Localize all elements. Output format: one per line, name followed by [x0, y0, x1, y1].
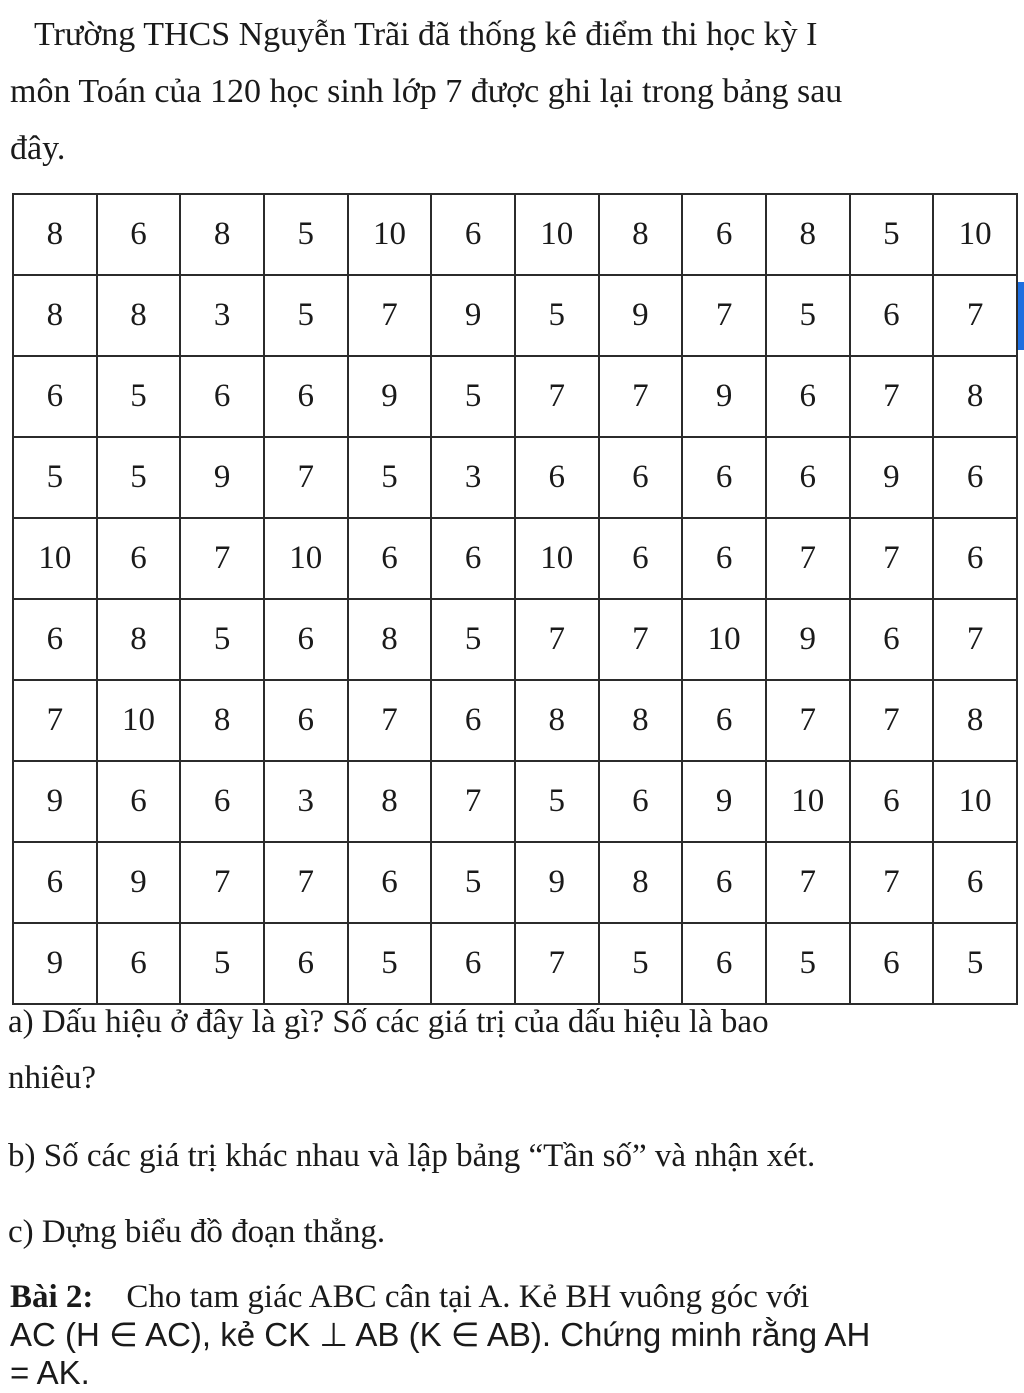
table-cell: 6 — [682, 194, 766, 275]
question-a-line-1: a) Dấu hiệu ở đây là gì? Số các giá trị của dấu hiệu là bao — [8, 1004, 769, 1040]
table-cell: 6 — [13, 842, 97, 923]
table-cell: 7 — [933, 599, 1017, 680]
table-cell: 7 — [766, 680, 850, 761]
table-cell: 6 — [97, 923, 181, 1004]
table-cell: 7 — [348, 275, 432, 356]
table-cell: 6 — [682, 842, 766, 923]
table-cell: 5 — [599, 923, 683, 1004]
table-cell: 5 — [97, 437, 181, 518]
table-cell: 6 — [431, 923, 515, 1004]
table-cell: 9 — [515, 842, 599, 923]
table-cell: 7 — [850, 680, 934, 761]
table-cell: 9 — [766, 599, 850, 680]
table-cell: 7 — [264, 842, 348, 923]
table-cell: 8 — [97, 275, 181, 356]
table-cell: 7 — [348, 680, 432, 761]
table-cell: 6 — [264, 599, 348, 680]
table-cell: 6 — [13, 599, 97, 680]
table-cell: 10 — [348, 194, 432, 275]
table-cell: 6 — [599, 518, 683, 599]
table-row — [13, 599, 1017, 680]
intro-line-1: Trường THCS Nguyễn Trãi đã thống kê điểm thi học kỳ I — [34, 16, 818, 53]
table-cell: 6 — [682, 680, 766, 761]
table-cell: 6 — [431, 194, 515, 275]
table-cell: 9 — [13, 923, 97, 1004]
table-cell: 6 — [766, 356, 850, 437]
table-cell: 5 — [766, 275, 850, 356]
table-cell: 6 — [431, 680, 515, 761]
table-cell: 8 — [180, 680, 264, 761]
intro-line-3: đây. — [10, 130, 66, 167]
table-cell: 5 — [264, 194, 348, 275]
table-row — [13, 437, 1017, 518]
table-cell: 10 — [933, 194, 1017, 275]
table-cell: 8 — [933, 356, 1017, 437]
table-cell: 10 — [766, 761, 850, 842]
table-cell: 6 — [97, 761, 181, 842]
table-cell: 7 — [180, 518, 264, 599]
table-cell: 5 — [264, 275, 348, 356]
table-cell: 6 — [682, 923, 766, 1004]
question-b: b) Số các giá trị khác nhau và lập bảng “Tần số” và nhận xét. — [8, 1138, 816, 1174]
scroll-indicator — [1018, 282, 1024, 350]
table-cell: 5 — [348, 923, 432, 1004]
table-cell: 6 — [180, 761, 264, 842]
table-cell: 6 — [264, 680, 348, 761]
exercise-2-line-3: = AK. — [10, 1354, 90, 1391]
table-cell: 6 — [599, 437, 683, 518]
table-cell: 3 — [264, 761, 348, 842]
table-cell: 9 — [348, 356, 432, 437]
table-cell: 9 — [599, 275, 683, 356]
table-cell: 6 — [97, 194, 181, 275]
table-cell: 6 — [850, 761, 934, 842]
table-row — [13, 356, 1017, 437]
table-cell: 10 — [933, 761, 1017, 842]
table-cell: 5 — [431, 842, 515, 923]
table-cell: 8 — [599, 842, 683, 923]
table-cell: 6 — [766, 437, 850, 518]
table-cell: 8 — [515, 680, 599, 761]
table-row — [13, 761, 1017, 842]
table-cell: 6 — [13, 356, 97, 437]
table-cell: 8 — [180, 194, 264, 275]
table-cell: 9 — [180, 437, 264, 518]
table-row — [13, 923, 1017, 1004]
table-cell: 5 — [431, 356, 515, 437]
exercise-2-line-1 — [10, 1278, 1010, 1316]
table-cell: 7 — [515, 356, 599, 437]
table-cell: 5 — [933, 923, 1017, 1004]
table-cell: 7 — [850, 518, 934, 599]
table-cell: 5 — [97, 356, 181, 437]
table-cell: 6 — [348, 842, 432, 923]
table-cell: 5 — [348, 437, 432, 518]
table-cell: 8 — [599, 194, 683, 275]
score-table — [12, 193, 1018, 1005]
table-cell: 8 — [13, 275, 97, 356]
table-cell: 9 — [97, 842, 181, 923]
table-cell: 6 — [682, 437, 766, 518]
table-cell: 9 — [850, 437, 934, 518]
table-cell: 10 — [682, 599, 766, 680]
table-cell: 7 — [515, 599, 599, 680]
table-cell: 6 — [850, 923, 934, 1004]
table-cell: 8 — [348, 761, 432, 842]
table-cell: 9 — [682, 761, 766, 842]
table-cell: 6 — [933, 518, 1017, 599]
table-cell: 5 — [515, 761, 599, 842]
table-cell: 8 — [97, 599, 181, 680]
table-cell: 7 — [850, 356, 934, 437]
table-cell: 6 — [97, 518, 181, 599]
table-cell: 9 — [13, 761, 97, 842]
intro-line-2: môn Toán của 120 học sinh lớp 7 được ghi lại trong bảng sau — [10, 73, 843, 110]
table-cell: 6 — [180, 356, 264, 437]
table-cell: 7 — [850, 842, 934, 923]
question-c: c) Dựng biểu đồ đoạn thẳng. — [8, 1214, 386, 1250]
table-cell: 7 — [264, 437, 348, 518]
table-cell: 8 — [766, 194, 850, 275]
table-cell: 8 — [13, 194, 97, 275]
table-cell: 6 — [431, 518, 515, 599]
table-cell: 10 — [97, 680, 181, 761]
table-cell: 7 — [431, 761, 515, 842]
table-row — [13, 680, 1017, 761]
table-cell: 3 — [431, 437, 515, 518]
table-cell: 6 — [850, 275, 934, 356]
table-cell: 5 — [180, 599, 264, 680]
table-cell: 6 — [264, 923, 348, 1004]
table-cell: 5 — [13, 437, 97, 518]
table-cell: 5 — [766, 923, 850, 1004]
table-cell: 3 — [180, 275, 264, 356]
table-cell: 6 — [682, 518, 766, 599]
question-a-line-2: nhiêu? — [8, 1060, 96, 1096]
exercise-2 — [10, 1278, 1010, 1392]
table-cell: 7 — [933, 275, 1017, 356]
table-cell: 8 — [933, 680, 1017, 761]
table-cell: 7 — [766, 518, 850, 599]
table-cell: 10 — [515, 194, 599, 275]
exercise-2-line-2: AC (H ∈ AC), kẻ CK ⊥ AB (K ∈ AB). Chứng minh rằng AH — [10, 1316, 871, 1353]
table-cell: 6 — [933, 437, 1017, 518]
table-cell: 10 — [264, 518, 348, 599]
table-cell: 6 — [515, 437, 599, 518]
table-cell: 10 — [515, 518, 599, 599]
table-cell: 8 — [348, 599, 432, 680]
table-cell: 10 — [13, 518, 97, 599]
table-row — [13, 518, 1017, 599]
table-cell: 5 — [515, 275, 599, 356]
exercise-2-title: Bài 2: — [10, 1279, 94, 1315]
table-cell: 7 — [682, 275, 766, 356]
table-cell: 6 — [850, 599, 934, 680]
table-cell: 8 — [599, 680, 683, 761]
table-row — [13, 275, 1017, 356]
table-cell: 5 — [180, 923, 264, 1004]
table-cell: 5 — [431, 599, 515, 680]
table-cell: 6 — [348, 518, 432, 599]
table-cell: 7 — [599, 599, 683, 680]
problem-intro — [10, 6, 1010, 177]
table-cell: 6 — [264, 356, 348, 437]
exercise-2-line-1-text: Cho tam giác ABC cân tại A. Kẻ BH vuông góc với — [126, 1279, 810, 1315]
table-cell: 9 — [682, 356, 766, 437]
table-cell: 7 — [599, 356, 683, 437]
table-cell: 7 — [515, 923, 599, 1004]
table-cell: 7 — [13, 680, 97, 761]
table-cell: 9 — [431, 275, 515, 356]
table-cell: 6 — [933, 842, 1017, 923]
table-cell: 5 — [850, 194, 934, 275]
table-cell: 7 — [766, 842, 850, 923]
table-row — [13, 842, 1017, 923]
table-row — [13, 194, 1017, 275]
table-cell: 7 — [180, 842, 264, 923]
table-cell: 6 — [599, 761, 683, 842]
